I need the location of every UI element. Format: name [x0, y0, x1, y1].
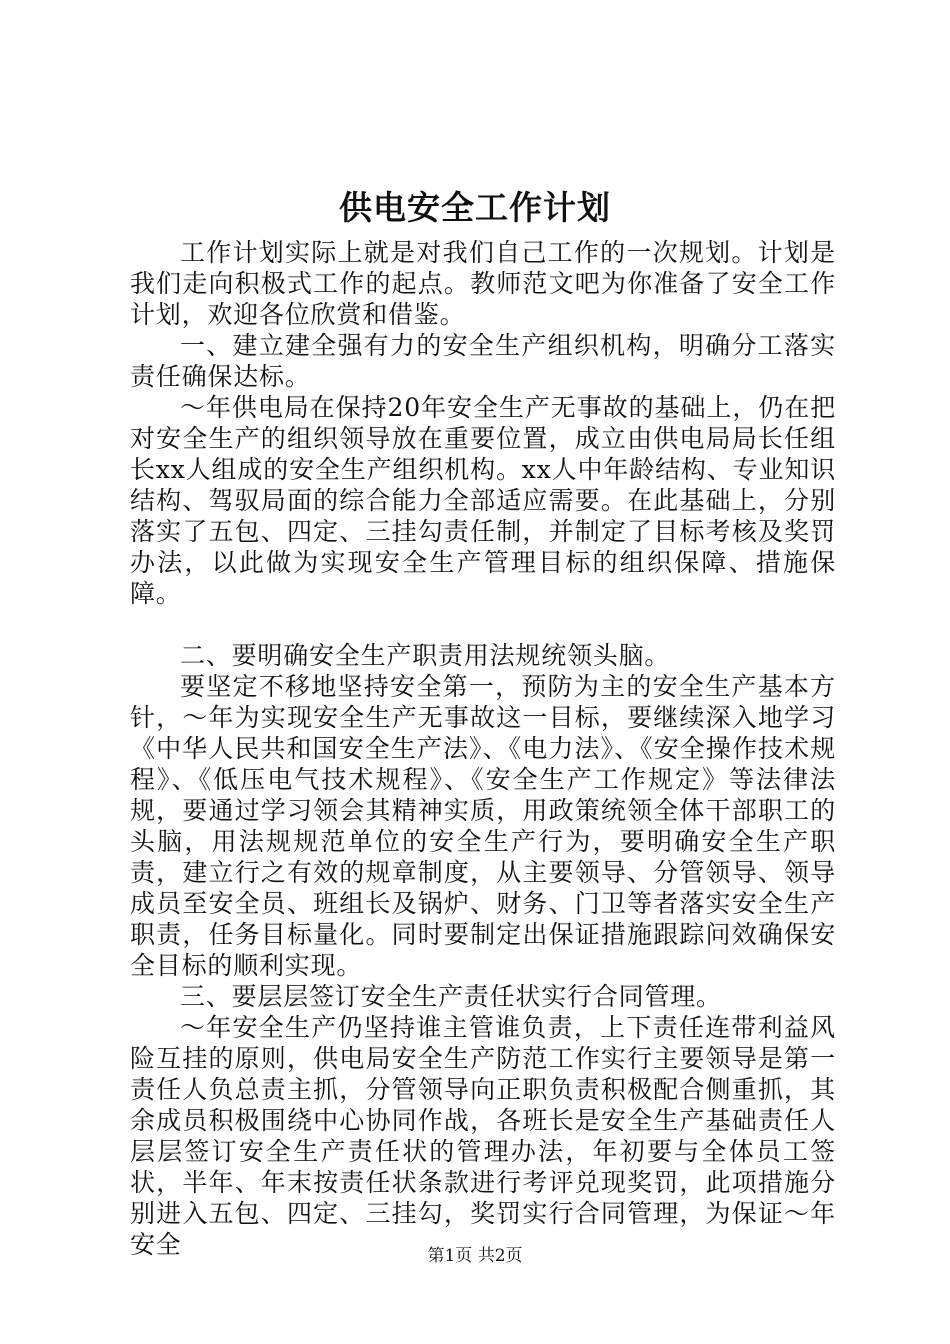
intro-paragraph: 工作计划实际上就是对我们自己工作的一次规划。计划是我们走向积极式工作的起点。教师范文吧为你准备了安全工作计划，欢迎各位欣赏和借鉴。	[130, 238, 836, 329]
page-total: 共2页	[477, 1246, 523, 1266]
section-1-paragraph: ～年供电局在保持20年安全生产无事故的基础上，仍在把对安全生产的组织领导放在重要位置，成立由供电局局长任组长xx人组成的安全生产组织机构。xx人中年龄结构、专业知识结构、驾驭局面的综合能力全部适应需要。在此基础上，分别落实了五包、四定、三挂勾责任制，并制定了目标考核及奖罚办法，以此做为实现安全生产管理目标的组织保障、措施保障。	[130, 393, 836, 608]
section-2-paragraph: 要坚定不移地坚持安全第一，预防为主的安全生产基本方针，～年为实现安全生产无事故这一目标，要继续深入地学习《中华人民共和国安全生产法》、《电力法》、《安全操作技术规程》、《低压电气技术规程》、《安全生产工作规定》等法律法规，要通过学习领会其精神实质，用政策统领全体干部职工的头脑，用法规规范单位的安全生产行为，要明确安全生产职责，建立行之有效的规章制度，从主要领导、分管领导、领导成员至安全员、班组长及锅炉、财务、门卫等者落实安全生产职责，任务目标量化。同时要制定出保证措施跟踪问效确保安全目标的顺利实现。	[130, 672, 836, 980]
section-3-heading: 三、要层层签订安全生产责任状实行合同管理。	[180, 982, 722, 1011]
page-footer	[0, 1245, 950, 1267]
section-3-paragraph: ～年安全生产仍坚持谁主管谁负责，上下责任连带利益风险互挂的原则，供电局安全生产防范工作实行主要领导是第一责任人负总责主抓，分管领导向正职负责积极配合侧重抓，其余成员积极围绕中心协同作战，各班长是安全生产基础责任人层层签订安全生产责任状的管理办法，年初要与全体员工签状，半年、年末按责任状条款进行考评兑现奖罚，此项措施分别进入五包、四定、三挂勾，奖罚实行合同管理，为保证～年安全	[130, 1013, 836, 1259]
section-2-heading: 二、要明确安全生产职责用法规统领头脑。	[180, 641, 671, 670]
document-title: 供电安全工作计划	[339, 188, 611, 227]
document-body	[130, 237, 836, 1260]
page-number: 第1页	[427, 1246, 473, 1266]
section-1-heading: 一、建立建全强有力的安全生产组织机构，明确分工落实责任确保达标。	[130, 331, 836, 391]
